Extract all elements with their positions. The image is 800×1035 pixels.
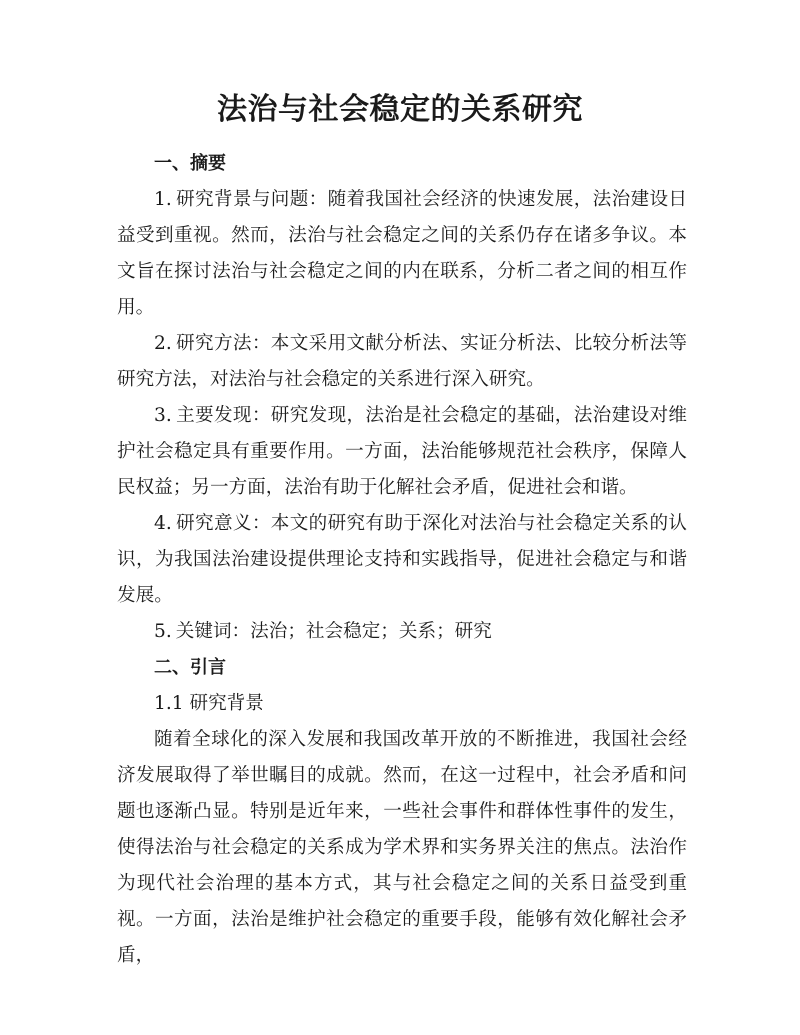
item-text: 研究方法：本文采用文献分析法、实证分析法、比较分析法等研究方法，对法治与社会稳定的关系进行深入研究。 — [117, 333, 687, 390]
section-heading-abstract: 一、摘要 — [154, 153, 226, 174]
subsection-heading-background: 1.1 研究背景 — [154, 693, 264, 714]
abstract-item-4 — [117, 506, 687, 614]
item-text: 研究意义：本文的研究有助于深化对法治与社会稳定关系的认识，为我国法治建设提供理论支持和实践指导，促进社会稳定与和谐发展。 — [117, 513, 687, 606]
abstract-item-2 — [117, 326, 687, 398]
section-heading-introduction: 二、引言 — [154, 657, 226, 678]
background-paragraph: 随着全球化的深入发展和我国改革开放的不断推进，我国社会经济发展取得了举世瞩目的成就。然而，在这一过程中，社会矛盾和问题也逐渐凸显。特别是近年来，一些社会事件和群体性事件的发生，使得法治与社会稳定的关系成为学术界和实务界关注的焦点。法治作为现代社会治理的基本方式，其与社会稳定之间的关系日益受到重视。一方面，法治是维护社会稳定的重要手段，能够有效化解社会矛盾， — [117, 729, 687, 966]
item-text: 关键词：法治；社会稳定；关系；研究 — [175, 621, 492, 642]
document-title: 法治与社会稳定的关系研究 — [217, 92, 583, 127]
item-number: 3. — [154, 405, 172, 426]
abstract-item-3 — [117, 398, 687, 506]
item-number: 5. — [154, 621, 172, 642]
document-body — [117, 146, 687, 974]
abstract-item-1 — [117, 182, 687, 326]
item-text: 主要发现：研究发现，法治是社会稳定的基础，法治建设对维护社会稳定具有重要作用。一方面，法治能够规范社会秩序，保障人民权益；另一方面，法治有助于化解社会矛盾，促进社会和谐。 — [117, 405, 687, 498]
abstract-item-5 — [117, 614, 687, 650]
item-number: 1. — [154, 189, 172, 210]
item-number: 4. — [154, 513, 172, 534]
item-text: 研究背景与问题：随着我国社会经济的快速发展，法治建设日益受到重视。然而，法治与社会稳定之间的关系仍存在诸多争议。本文旨在探讨法治与社会稳定之间的内在联系，分析二者之间的相互作用。 — [117, 189, 687, 318]
item-number: 2. — [154, 333, 172, 354]
